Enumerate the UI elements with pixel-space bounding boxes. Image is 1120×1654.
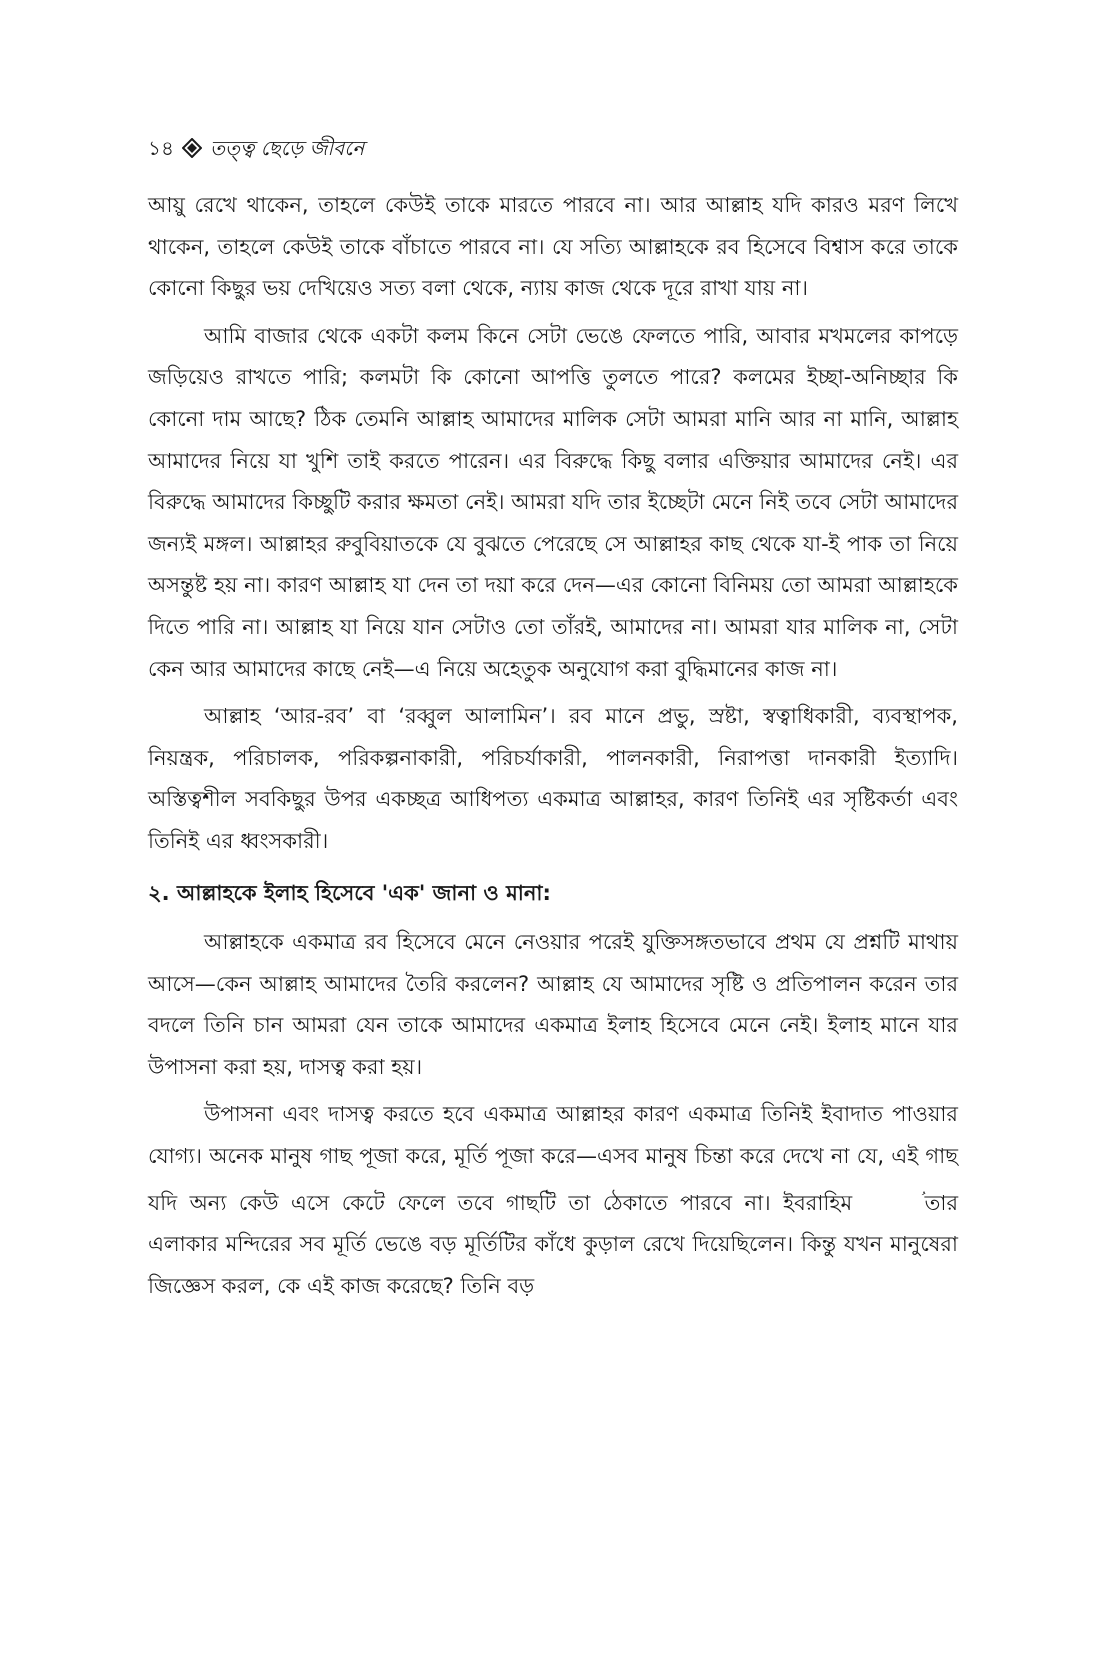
paragraph-3: আল্লাহ ‘আর-রব’ বা ‘রব্বুল আলামিন’। রব মানে প্রভু, স্রষ্টা, স্বত্বাধিকারী, ব্যবস্থাপক, নিয়ন্ত্রক, পরিচালক, পরিকল্পনাকারী, পরিচর্যাকারী, পালনকারী, নিরাপত্তা দানকারী ইত্যাদি। অস্তিত্বশীল সবকিছুর উপর একচ্ছত্র আধিপত্য একমাত্র আল্লাহর, কারণ তিনিই এর সৃষ্টিকর্তা এবং তিনিই এর ধ্বংসকারী। [148,704,958,853]
diamond-icon [182,138,202,158]
paragraph-5-part-1: উপাসনা এবং দাসত্ব করতে হবে একমাত্র আল্লাহর কারণ একমাত্র তিনিই ইবাদাত পাওয়ার যোগ্য। অনেক মানুষ গাছ পূজা করে, মূর্তি পূজা করে—এসব মানুষ চিন্তা করে দেখে না যে, এই গাছ যদি অন্য কেউ এসে কেটে ফেলে তবে গাছটি তা ঠেকাতে পারবে না। ইবরাহিম [148,1102,958,1215]
section-heading: ২. আল্লাহকে ইলাহ হিসেবে 'এক' জানা ও মানা: [148,880,551,905]
page-body [148,185,958,1313]
paragraph-5-part-2: তার এলাকার মন্দিরের সব মূর্তি ভেঙে বড় মূর্তিটির কাঁধে কুড়াল রেখে দিয়েছিলেন। কিন্তু যখন মানুষেরা জিজ্ঞেস করল, কে এই কাজ করেছে? তিনি বড় [148,1190,958,1298]
book-title: তত্ত্ব ছেড়ে জীবনে [209,136,365,160]
page-number: ১৪ [148,136,174,160]
paragraph-5 [148,1094,958,1307]
paragraph-2: আমি বাজার থেকে একটা কলম কিনে সেটা ভেঙে ফেলতে পারি, আবার মখমলের কাপড়ে জড়িয়েও রাখতে পারি; কলমটা কি কোনো আপত্তি তুলতে পারে? কলমের ইচ্ছা-অনিচ্ছার কি কোনো দাম আছে? ঠিক তেমনি আল্লাহ আমাদের মালিক সেটা আমরা মানি আর না মানি, আল্লাহ আমাদের নিয়ে যা খুশি তাই করতে পারেন। এর বিরুদ্ধে কিছু বলার এক্তিয়ার আমাদের নেই। এর বিরুদ্ধে আমাদের কিচ্ছুটি করার ক্ষমতা নেই। আমরা যদি তার ইচ্ছেটা মেনে নিই তবে সেটা আমাদের জন্যই মঙ্গল। আল্লাহর রুবুবিয়াতকে যে বুঝতে পেরেছে সে আল্লাহর কাছ থেকে যা-ই পাক তা নিয়ে অসন্তুষ্ট হয় না। কারণ আল্লাহ যা দেন তা দয়া করে দেন—এর কোনো বিনিময় তো আমরা আল্লাহকে দিতে পারি না। আল্লাহ যা নিয়ে যান সেটাও তো তাঁরই, আমাদের না। আমরা যার মালিক না, সেটা কেন আর আমাদের কাছে নেই—এ নিয়ে অহেতুক অনুযোগ করা বুদ্ধিমানের কাজ না। [148,323,958,681]
honorific-mark [865,1178,925,1220]
running-head [148,134,364,162]
paragraph-1: আয়ু রেখে থাকেন, তাহলে কেউই তাকে মারতে পারবে না। আর আল্লাহ যদি কারও মরণ লিখে থাকেন, তাহলে কেউই তাকে বাঁচাতে পারবে না। যে সত্যি আল্লাহকে রব হিসেবে বিশ্বাস করে তাকে কোনো কিছুর ভয় দেখিয়েও সত্য বলা থেকে, ন্যায় কাজ থেকে দূরে রাখা যায় না। [148,193,958,301]
paragraph-4: আল্লাহকে একমাত্র রব হিসেবে মেনে নেওয়ার পরেই যুক্তিসঙ্গতভাবে প্রথম যে প্রশ্নটি মাথায় আসে—কেন আল্লাহ আমাদের তৈরি করলেন? আল্লাহ যে আমাদের সৃষ্টি ও প্রতিপালন করেন তার বদলে তিনি চান আমরা যেন তাকে আমাদের একমাত্র ইলাহ হিসেবে মেনে নেই। ইলাহ মানে যার উপাসনা করা হয়, দাসত্ব করা হয়। [148,930,958,1079]
